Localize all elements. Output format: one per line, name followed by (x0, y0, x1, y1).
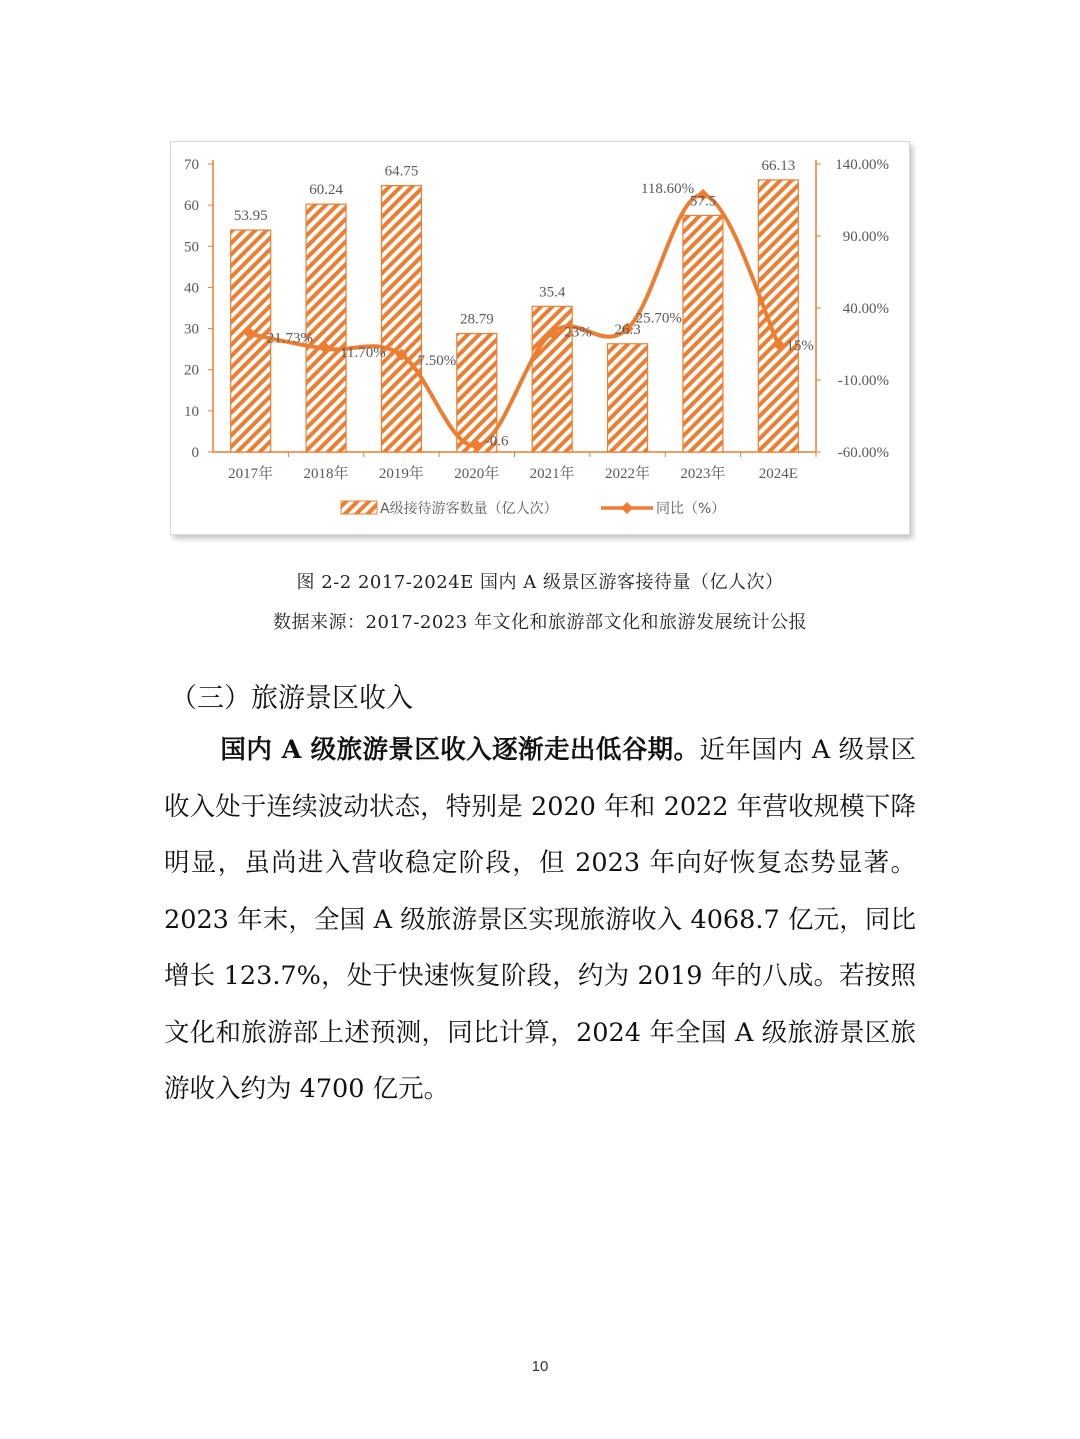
yoy-value-label: 7.50% (417, 352, 457, 369)
right-axis-tick-label: 140.00% (835, 157, 889, 173)
bar-value-label: 28.79 (459, 311, 494, 328)
x-axis-tick-label: 2022年 (605, 466, 651, 482)
x-axis-tick-label: 2018年 (303, 466, 349, 482)
figure-source: 数据来源：2017-2023 年文化和旅游部文化和旅游发展统计公报 (273, 612, 807, 633)
right-axis-tick-label: -60.00% (837, 445, 889, 461)
chart-container (170, 141, 910, 535)
bar (758, 180, 798, 452)
bar-value-label: 60.24 (309, 182, 343, 199)
x-axis-tick-label: 2024E (758, 466, 798, 482)
legend-bar-label: A级接待游客数量（亿人次） (380, 501, 558, 517)
left-axis-tick-label: 20 (184, 362, 199, 379)
left-axis-tick-label: 0 (191, 445, 199, 461)
yoy-value-label: 15% (786, 338, 814, 354)
x-axis-tick-label: 2023年 (680, 466, 726, 482)
body-paragraph (164, 722, 916, 1118)
left-axis-tick-label: 50 (184, 239, 199, 256)
bar (683, 215, 723, 452)
yoy-value-label: 23% (564, 324, 592, 341)
right-axis-tick-label: 90.00% (842, 229, 889, 245)
x-axis-tick-label: 2021年 (529, 466, 575, 482)
x-axis-tick-label: 2017年 (228, 466, 274, 482)
right-axis-tick-label: 40.00% (842, 301, 889, 317)
left-axis-tick-label: 30 (184, 321, 199, 338)
left-axis-tick-label: 70 (184, 157, 199, 173)
bar (381, 186, 421, 452)
bar-value-label: 26.3 (614, 321, 641, 338)
x-axis-tick-label: 2020年 (454, 466, 500, 482)
yoy-value-label: 25.70% (635, 310, 682, 327)
right-axis-tick-label: -10.00% (837, 373, 889, 389)
bar (306, 204, 346, 452)
paragraph-body: 近年国内 A 级景区收入处于连续波动状态，特别是 2020 年和 2022 年营收规模下降明显，虽尚进入营收稳定阶段，但 2023 年向好恢复态势显著。2023 年末，全国 A 级旅游景区实现旅游收入 4068.7 亿元，同比增长 123.7%，处于快速恢复阶段，约为 2019 年的八成。若按照文化和旅游部上述预测，同比计算，2024 年全国 A 级旅游景区旅游收入约为 4700 亿元。 (164, 735, 916, 1104)
figure-caption: 图 2-2 2017-2024E 国内 A 级景区游客接待量（亿人次） (296, 572, 784, 593)
left-axis-tick-label: 10 (184, 403, 199, 420)
left-axis-tick-label: 40 (184, 280, 199, 297)
bar (608, 344, 648, 452)
bar (231, 230, 271, 452)
yoy-value-label: 118.60% (640, 180, 695, 197)
legend-line-marker (621, 502, 633, 514)
yoy-value-label: 11.70% (340, 344, 386, 361)
legend-bar-swatch (341, 501, 377, 514)
legend-line-label: 同比（%） (656, 501, 726, 517)
x-axis-tick-label: 2019年 (378, 466, 424, 482)
left-axis-tick-label: 60 (184, 198, 199, 215)
bar-value-label: 53.95 (233, 208, 268, 225)
section-title: （三）旅游景区收入 (170, 683, 413, 714)
yoy-value-label: 21.73% (266, 330, 313, 347)
bar-value-label: 66.13 (761, 157, 796, 174)
bar-value-label: 57.5 (689, 193, 717, 210)
bar-value-label: 64.75 (384, 163, 419, 180)
paragraph-lead: 国内 A 级旅游景区收入逐渐走出低谷期。 (220, 735, 700, 765)
page-number: 10 (531, 1358, 549, 1375)
yoy-value-label: -0.6 (484, 433, 509, 450)
bar-value-label: 35.4 (539, 284, 566, 301)
tourist-reception-chart (171, 142, 909, 534)
